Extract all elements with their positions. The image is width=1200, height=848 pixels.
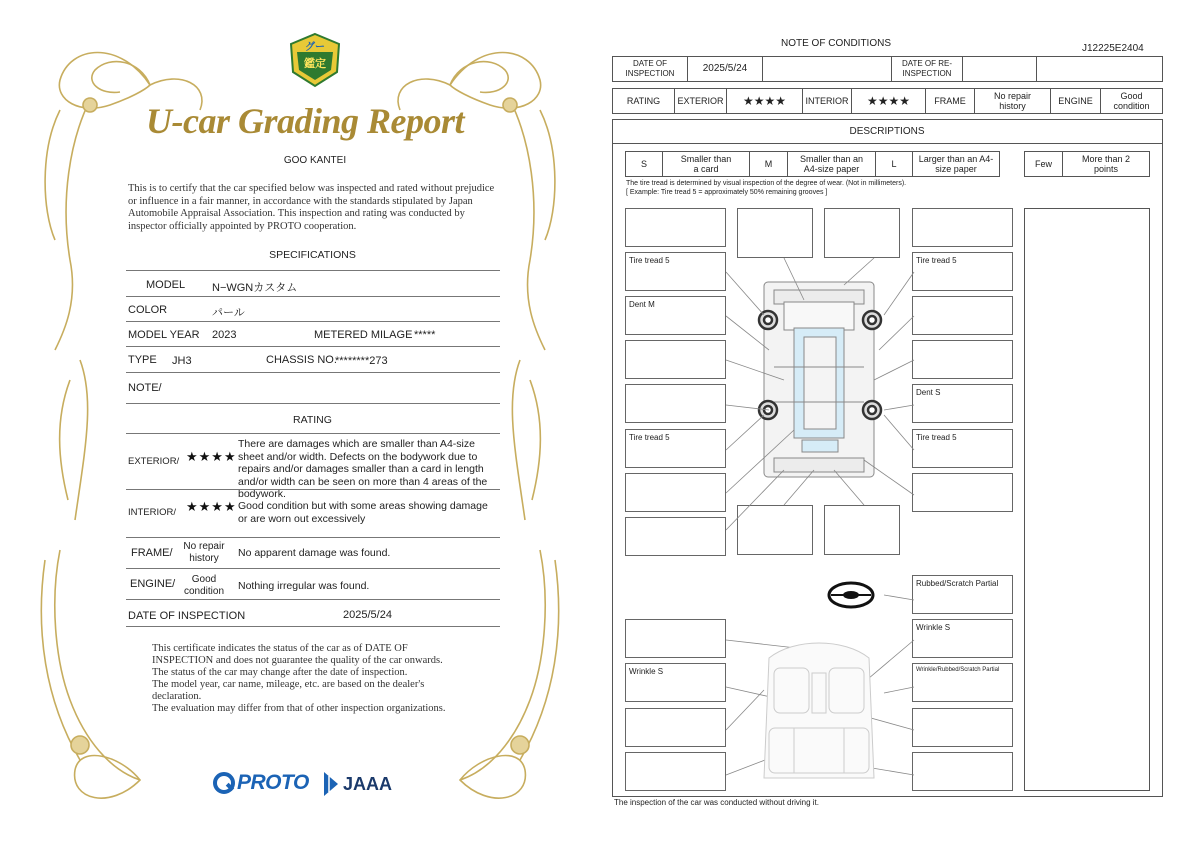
divider: [126, 372, 500, 373]
legend-text-m: Smaller than an A4-size paper: [787, 151, 876, 177]
frame-description: No apparent damage was found.: [238, 547, 391, 559]
note-box: [625, 429, 726, 468]
disclaimer-line: The model year, car name, mileage, etc. are based on the dealer's: [152, 679, 425, 690]
note-text: Tire tread 5: [916, 256, 957, 265]
proto-logo-icon: [212, 771, 238, 797]
rating-label: RATING: [612, 88, 675, 114]
certification-intro: This is to certify that the car specified below was inspected and rated without prejudice or influence in a fair manner, in accordance with the standards stipulated by Japan Automobile Appraisal Association. This inspection and rating was conducted by inspector officially appointed by PROTO cooperation.: [128, 183, 495, 232]
legend-text-few: More than 2 points: [1062, 151, 1150, 177]
legend-key-m: M: [749, 151, 788, 177]
steering-wheel-icon: [826, 580, 876, 610]
divider: [126, 489, 500, 490]
engine-label: ENGINE: [1050, 88, 1101, 114]
note-text: Tire tread 5: [629, 256, 670, 265]
note-box: [625, 340, 726, 379]
divider: [126, 296, 500, 297]
document-id: J12225E2404: [1082, 43, 1144, 54]
interior-label: INTERIOR/: [128, 507, 177, 518]
note-box: [625, 663, 726, 702]
note-of-conditions-sheet: [606, 0, 1200, 848]
divider: [126, 346, 500, 347]
specifications-heading: SPECIFICATIONS: [269, 249, 356, 261]
tire-note-2: [ Example: Tire tread 5 = approximately 50% remaining grooves ]: [626, 189, 828, 196]
car-interior-diagram: [754, 638, 884, 788]
note-text: Wrinkle/Rubbed/Scratch Partial: [916, 667, 1000, 673]
date-of-inspection-value: 2025/5/24: [343, 609, 392, 621]
proto-logo: PROTO: [237, 771, 309, 794]
disclaimer-line: The status of the car may change after the date of inspection.: [152, 667, 408, 678]
note-box: [625, 619, 726, 658]
mileage-value: *****: [414, 329, 436, 341]
date-of-inspection-value: 2025/5/24: [687, 56, 763, 82]
svg-text:グー: グー: [305, 42, 325, 53]
exterior-label: EXTERIOR/: [128, 456, 180, 467]
note-text: Wrinkle S: [629, 667, 664, 676]
remarks-box: [1024, 208, 1150, 791]
legend-text-l: Larger than an A4-size paper: [912, 151, 1000, 177]
exterior-label: EXTERIOR: [674, 88, 727, 114]
type-label: TYPE: [128, 354, 157, 366]
exterior-rating-stars: ★★★★: [186, 449, 237, 464]
interior-label: INTERIOR: [802, 88, 852, 114]
sheet-footer: The inspection of the car was conducted without driving it.: [614, 798, 819, 807]
note-box: [625, 252, 726, 291]
reinspection-value: [962, 56, 1037, 82]
report-title: U-car Grading Report: [145, 101, 464, 141]
note-text: Wrinkle S: [916, 623, 951, 632]
legend-key-l: L: [875, 151, 913, 177]
note-text: Dent S: [916, 388, 941, 397]
divider: [126, 626, 500, 627]
divider: [126, 433, 500, 434]
divider: [126, 599, 500, 600]
model-year-value: 2023: [212, 329, 237, 341]
engine-description: Nothing irregular was found.: [238, 580, 370, 592]
divider: [126, 403, 500, 404]
exterior-rating-stars: ★★★★: [726, 88, 803, 114]
divider: [612, 143, 1163, 144]
legend-key-few: Few: [1024, 151, 1063, 177]
date-of-inspection-label: DATE OF INSPECTION: [128, 610, 246, 622]
blank-cell: [762, 56, 892, 82]
rating-heading: RATING: [293, 414, 332, 426]
note-box: [625, 708, 726, 747]
color-value: パール: [212, 307, 245, 319]
badge-text: 鑑定: [304, 58, 326, 70]
note-box: [625, 384, 726, 423]
divider: [126, 568, 500, 569]
divider: [126, 321, 500, 322]
type-value: JH3: [172, 355, 192, 367]
descriptions-heading: DESCRIPTIONS: [849, 126, 925, 137]
legend-key-s: S: [625, 151, 663, 177]
color-label: COLOR: [128, 304, 168, 316]
legend-text-s: Smaller than a card: [662, 151, 750, 177]
note-box: [625, 517, 726, 556]
disclaimer-line: This certificate indicates the status of the car as of DATE OF: [152, 643, 408, 654]
note-box: [625, 208, 726, 247]
tire-note-1: The tire tread is determined by visual inspection of the degree of wear. (Not in millimeters).: [626, 180, 907, 187]
engine-label: ENGINE/: [130, 578, 176, 590]
reinspection-label: DATE OF RE-INSPECTION: [891, 56, 963, 82]
frame-label: FRAME/: [131, 547, 173, 559]
jaaa-logo-icon: [320, 770, 342, 798]
disclaimer-line: INSPECTION and does not guarantee the quality of the car onwards.: [152, 655, 443, 666]
jaaa-logo: JAAA: [343, 774, 393, 794]
note-text: Tire tread 5: [916, 433, 957, 442]
note-text: Rubbed/Scratch Partial: [916, 579, 999, 588]
note-box: [625, 752, 726, 791]
disclaimer-line: declaration.: [152, 691, 202, 702]
frame-value: No repair history: [183, 541, 225, 564]
note-box: [625, 296, 726, 335]
disclaimer: [152, 643, 482, 715]
note-text: Dent M: [629, 300, 655, 309]
chassis-label: CHASSIS NO.: [266, 354, 337, 366]
engine-value: Good condition: [1100, 88, 1163, 114]
blank-cell: [1036, 56, 1163, 82]
interior-description: Good condition but with some areas showing damage or are worn out excessively: [238, 500, 488, 525]
model-year-label: MODEL YEAR: [128, 329, 200, 341]
mileage-label: METERED MILAGE: [314, 329, 413, 341]
model-value: N−WGNカスタム: [212, 282, 298, 294]
engine-value: Good condition: [183, 574, 225, 597]
model-label: MODEL: [146, 279, 186, 291]
frame-value: No repair history: [974, 88, 1051, 114]
divider: [126, 270, 500, 271]
interior-rating-stars: ★★★★: [851, 88, 926, 114]
interior-rating-stars: ★★★★: [186, 499, 237, 514]
date-of-inspection-label: DATE OF INSPECTION: [612, 56, 688, 82]
disclaimer-line: The evaluation may differ from that of other inspection organizations.: [152, 703, 446, 714]
exterior-description: There are damages which are smaller than A4-size sheet and/or width. Defects on the bodywork due to repairs and/or damages smaller than a card in length and/or width can be seen on more than 4 areas of the bodywork.: [238, 438, 488, 500]
sheet-title: NOTE OF CONDITIONS: [781, 38, 891, 49]
frame-label: FRAME: [925, 88, 975, 114]
report-subtitle: GOO KANTEI: [283, 155, 347, 166]
note-box: [625, 473, 726, 512]
divider: [126, 537, 500, 538]
note-text: Tire tread 5: [629, 433, 670, 442]
note-label: NOTE/: [128, 382, 162, 394]
chassis-value: ********273: [335, 355, 388, 367]
